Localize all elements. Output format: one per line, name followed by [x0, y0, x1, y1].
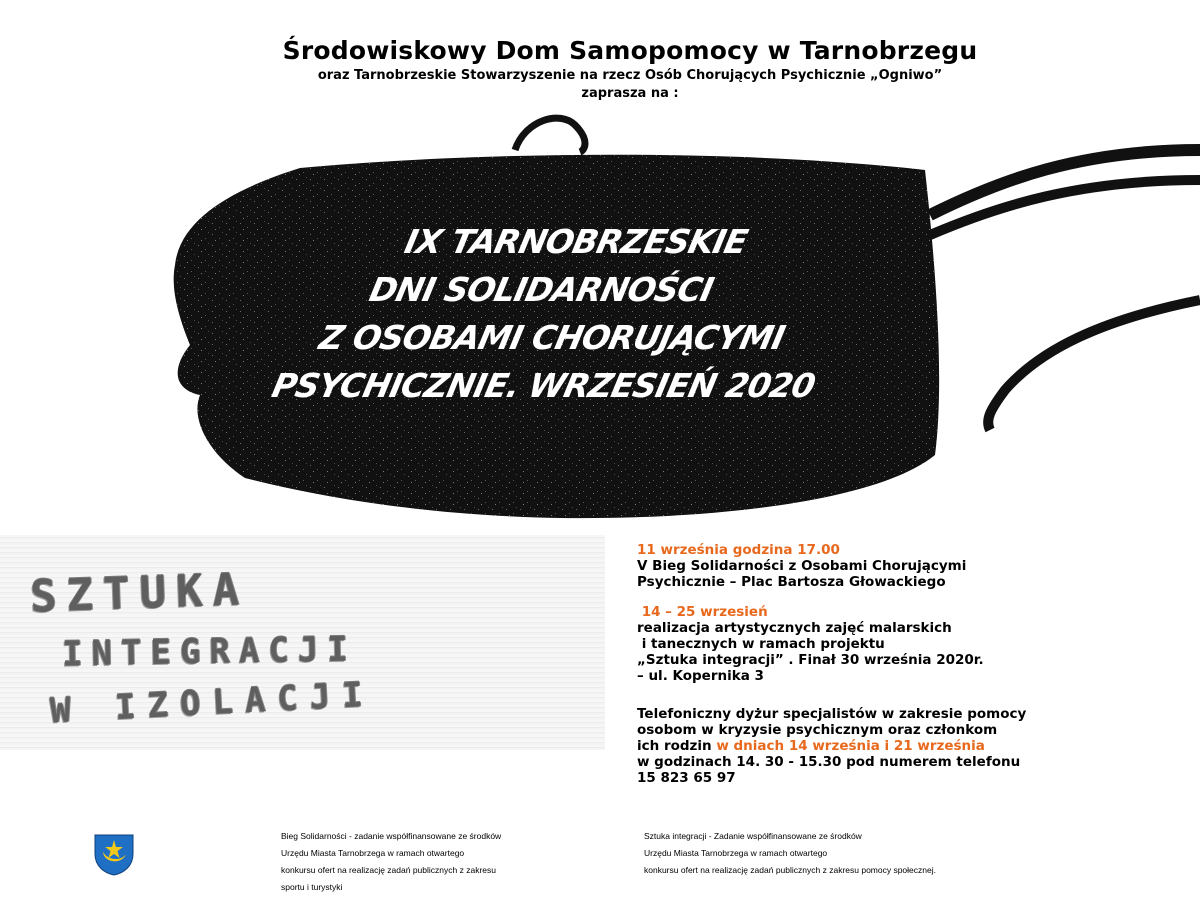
event-1-date: 11 września godzina 17.00 — [637, 542, 840, 558]
funding-note-art-line: Urzędu Miasta Tarnobrzega w ramach otwartego — [644, 848, 828, 858]
art-title-line-1: SZTUKA — [29, 564, 250, 623]
funding-note-art-line: Sztuka integracji - Zadanie współfinansowane ze środków — [644, 831, 862, 841]
ear-loop-lower — [988, 300, 1200, 430]
event-3-line-1: Telefoniczny dyżur specjalistów w zakresie pomocy — [637, 706, 1027, 722]
event-2-line-4: – ul. Kopernika 3 — [637, 668, 764, 684]
event-2-line-2: i tanecznych w ramach projektu — [637, 636, 885, 652]
organizer-subtitle: oraz Tarnobrzeskie Stowarzyszenie na rzecz Osób Chorujących Psychicznie „Ogniwo” — [317, 68, 943, 83]
events-list — [637, 542, 1197, 786]
event-2-line-1: realizacja artystycznych zajęć malarskich — [637, 620, 952, 636]
invite-text: zaprasza na : — [581, 86, 679, 101]
event-3-dates: w dniach 14 września i 21 września — [716, 738, 985, 754]
event-2-line-3: „Sztuka integracji” . Finał 30 września 2020r. — [637, 652, 984, 668]
funding-note-run-line: konkursu ofert na realizację zadań publicznych z zakresu — [281, 865, 496, 875]
funding-note-run-line: sportu i turystyki — [281, 882, 343, 892]
ear-loop-top — [515, 118, 585, 152]
event-3-line-3-text: ich rodzin — [637, 738, 717, 754]
event-3-line-3 — [637, 738, 1197, 754]
event-3-line-4: w godzinach 14. 30 - 15.30 pod numerem telefonu — [637, 754, 1021, 770]
event-title-line-2: DNI SOLIDARNOŚCI — [366, 270, 717, 309]
funding-note-run-line: Urzędu Miasta Tarnobrzega w ramach otwartego — [281, 848, 465, 858]
event-title-line-4: PSYCHICZNIE. WRZESIEŃ 2020 — [268, 366, 819, 405]
art-title-line-3: W IZOLACJI — [49, 674, 376, 732]
event-title-line-3: Z OSOBAMI CHORUJĄCYMI — [315, 318, 788, 357]
event-title-block — [220, 218, 881, 410]
event-title-line-1: IX TARNOBRZESKIE — [401, 222, 751, 261]
funding-note-art — [644, 828, 1124, 879]
event-2-date: 14 – 25 wrzesień — [637, 604, 768, 620]
funding-note-art-line: konkursu ofert na realizację zadań publicznych z zakresu pomocy społecznej. — [644, 865, 936, 875]
funding-note-run — [281, 828, 611, 896]
ear-loop-right-inner — [930, 180, 1200, 235]
event-1-line-1: V Bieg Solidarności z Osobami Chorującymi — [637, 558, 967, 574]
event-3-line-2: osobom w kryzysie psychicznym oraz członkom — [637, 722, 998, 738]
event-3-phone: 15 823 65 97 — [637, 770, 736, 786]
organizer-title: Środowiskowy Dom Samopomocy w Tarnobrzegu — [282, 36, 978, 65]
tarnobrzeg-crest-icon — [92, 832, 136, 876]
funding-note-run-line: Bieg Solidarności - zadanie współfinansowane ze środków — [281, 831, 502, 841]
art-title-line-2: INTEGRACJI — [61, 629, 358, 675]
event-1-line-2: Psychicznie – Plac Bartosza Głowackiego — [637, 574, 946, 590]
